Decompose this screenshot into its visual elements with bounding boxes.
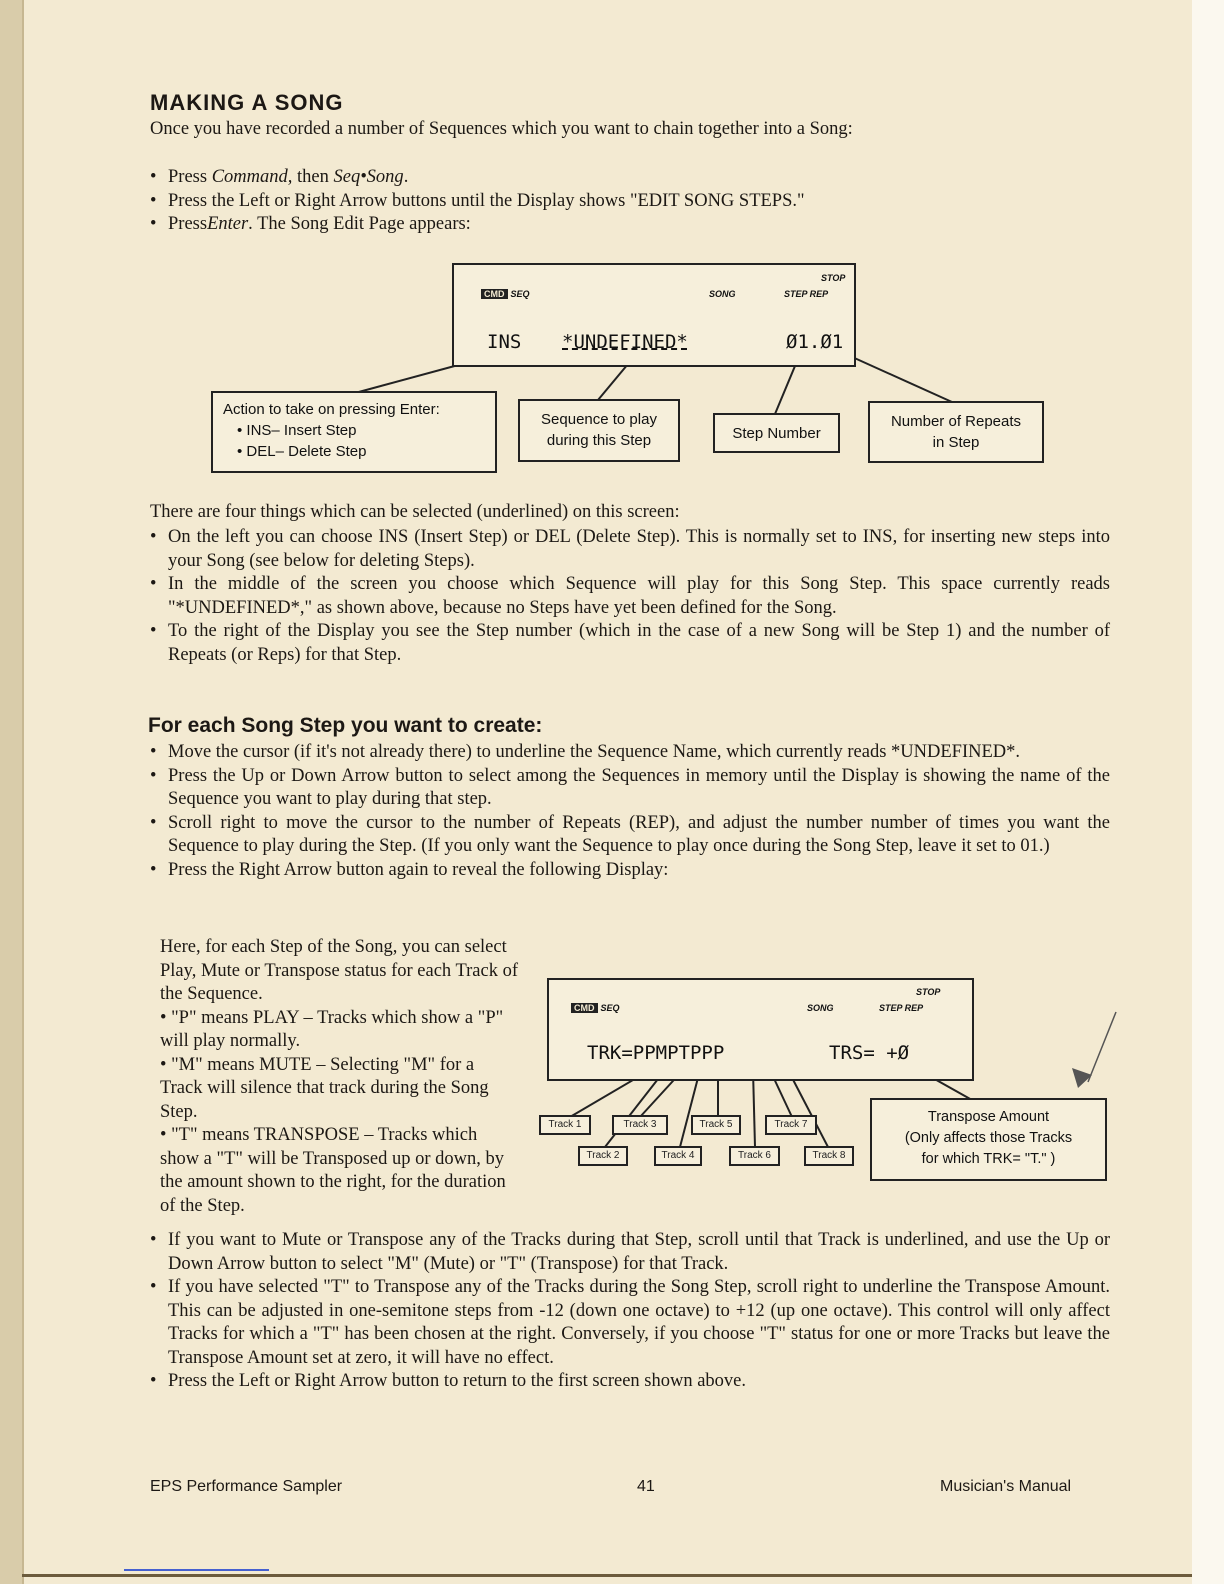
track-label: Track 5 bbox=[691, 1115, 741, 1135]
step-item: • Press the Left or Right Arrow buttons until the Display shows "EDIT SONG STEPS." bbox=[150, 190, 1050, 214]
action-field: INS bbox=[487, 331, 522, 353]
step-rep-indicator: STEP REP bbox=[879, 1003, 924, 1013]
callout-line: Step Number bbox=[732, 425, 821, 442]
track-status-field: TRK=PPMPTPPP bbox=[587, 1042, 725, 1064]
cmd-seq-indicator: CMD SEQ bbox=[481, 289, 530, 299]
sequence-field: *UNDEFINED* bbox=[562, 331, 688, 353]
selectable-intro: There are four things which can be selected (underlined) on this screen: bbox=[150, 502, 680, 522]
page-number: 41 bbox=[637, 1478, 655, 1495]
footer-manual: Musician's Manual bbox=[940, 1478, 1072, 1495]
list-item: • If you want to Mute or Transpose any of the Tracks during that Step, scroll until that Track is underlined, and use the Up or Down Arrow button to select "M" (Mute) or "T" (Transpose) for that Track. bbox=[150, 1229, 1110, 1276]
transpose-field: TRS= +Ø bbox=[829, 1042, 910, 1064]
list-item: • If you have selected "T" to Transpose any of the Tracks during the Song Step, scroll right to underline the Transpose Amount. This can be adjusted in one-semitone steps from -12 (down one octave) to +12 (up one octave). This control will only affect Tracks for which a "T" has been chosen at the right. Conversely, if you choose "T" status for one or more Tracks but leave the Transpose Amount set at zero, it will have no effect. bbox=[150, 1276, 1110, 1370]
callout-line: Number of Repeats bbox=[890, 413, 1022, 430]
track-label: Track 8 bbox=[804, 1146, 854, 1166]
step-reps-field: Ø1.Ø1 bbox=[786, 331, 844, 353]
explanation-paragraph: Here, for each Step of the Song, you can select Play, Mute or Transpose status for each Track of the Sequence. bbox=[160, 937, 518, 1004]
list-item: • Scroll right to move the cursor to the number of Repeats (REP), and adjust the number number of times you want the Sequence to play during the Step. (If you only want the Sequence to play once during the Song Step, leave it set to 01.) bbox=[150, 812, 1110, 859]
callout-line: Sequence to play bbox=[541, 411, 657, 428]
track-label: Track 6 bbox=[729, 1146, 780, 1166]
step-item: • Press Command, then Seq•Song. bbox=[150, 166, 1050, 190]
callout-line: during this Step bbox=[546, 432, 652, 449]
list-item: • Move the cursor (if it's not already there) to underline the Sequence Name, which currently reads *UNDEFINED*. bbox=[150, 741, 1110, 765]
track-label: Track 2 bbox=[578, 1146, 628, 1166]
cmd-seq-indicator: CMD SEQ bbox=[571, 1003, 620, 1013]
list-item: • On the left you can choose INS (Insert Step) or DEL (Delete Step). This is normally set to INS, for inserting new steps into your Song (see below for deleting Steps). bbox=[150, 526, 1110, 573]
list-item: • Press the Left or Right Arrow button to return to the first screen shown above. bbox=[150, 1370, 1110, 1394]
final-list bbox=[150, 1229, 1110, 1394]
step-item: • PressEnter. The Song Edit Page appears: bbox=[150, 213, 1050, 237]
stop-indicator: STOP bbox=[821, 273, 846, 283]
list-item: • In the middle of the screen you choose which Sequence will play for this Song Step. This space currently reads "*UNDEFINED*," as shown above, because no Steps have yet been defined for the Song. bbox=[150, 573, 1110, 620]
callout-title: Action to take on pressing Enter: bbox=[223, 401, 440, 418]
track-status-display bbox=[547, 978, 974, 1081]
callout-line: Transpose Amount bbox=[927, 1109, 1050, 1125]
play-explanation: • "P" means PLAY – Tracks which show a "P" will play normally. bbox=[160, 1007, 504, 1051]
track-label: Track 3 bbox=[612, 1115, 668, 1135]
list-item: • To the right of the Display you see the Step number (which in the case of a new Song will be Step 1) and the number of Repeats (or Reps) for that Step. bbox=[150, 620, 1110, 667]
scan-mark bbox=[124, 1569, 269, 1571]
list-item: • Press the Up or Down Arrow button to select among the Sequences in memory until the Display is showing the name of the Sequence you want to play during that step. bbox=[150, 765, 1110, 812]
transpose-callout bbox=[870, 1098, 1107, 1181]
list-item: • Press the Right Arrow button again to reveal the following Display: bbox=[150, 859, 1110, 883]
track-label: Track 7 bbox=[765, 1115, 817, 1135]
callout-ins: • INS– Insert Step bbox=[237, 422, 357, 439]
section-heading: MAKING A SONG bbox=[150, 90, 344, 115]
mute-explanation: • "M" means MUTE – Selecting "M" for a Track will silence that track during the Song Step. bbox=[160, 1054, 489, 1122]
subheading: For each Song Step you want to create: bbox=[148, 714, 543, 737]
callout-line: (Only affects those Tracks bbox=[904, 1130, 1073, 1146]
intro-paragraph: Once you have recorded a number of Sequences which you want to chain together into a Song: bbox=[150, 119, 853, 139]
callout-line: in Step bbox=[932, 434, 980, 451]
step-rep-indicator: STEP REP bbox=[784, 289, 829, 299]
stop-indicator: STOP bbox=[916, 987, 941, 997]
transpose-explanation: • "T" means TRANSPOSE – Tracks which show a "T" will be Transposed up or down, by the amount shown to the right, for the duration of the Step. bbox=[160, 1125, 506, 1216]
song-indicator: SONG bbox=[709, 289, 736, 299]
track-label: Track 1 bbox=[539, 1115, 591, 1135]
footer-title: EPS Performance Sampler bbox=[150, 1478, 343, 1495]
track-label: Track 4 bbox=[654, 1146, 702, 1166]
callout-line: for which TRK= "T." ) bbox=[921, 1151, 1056, 1167]
callout-del: • DEL– Delete Step bbox=[237, 443, 367, 460]
page-bottom-rule bbox=[22, 1574, 1192, 1577]
song-indicator: SONG bbox=[807, 1003, 834, 1013]
